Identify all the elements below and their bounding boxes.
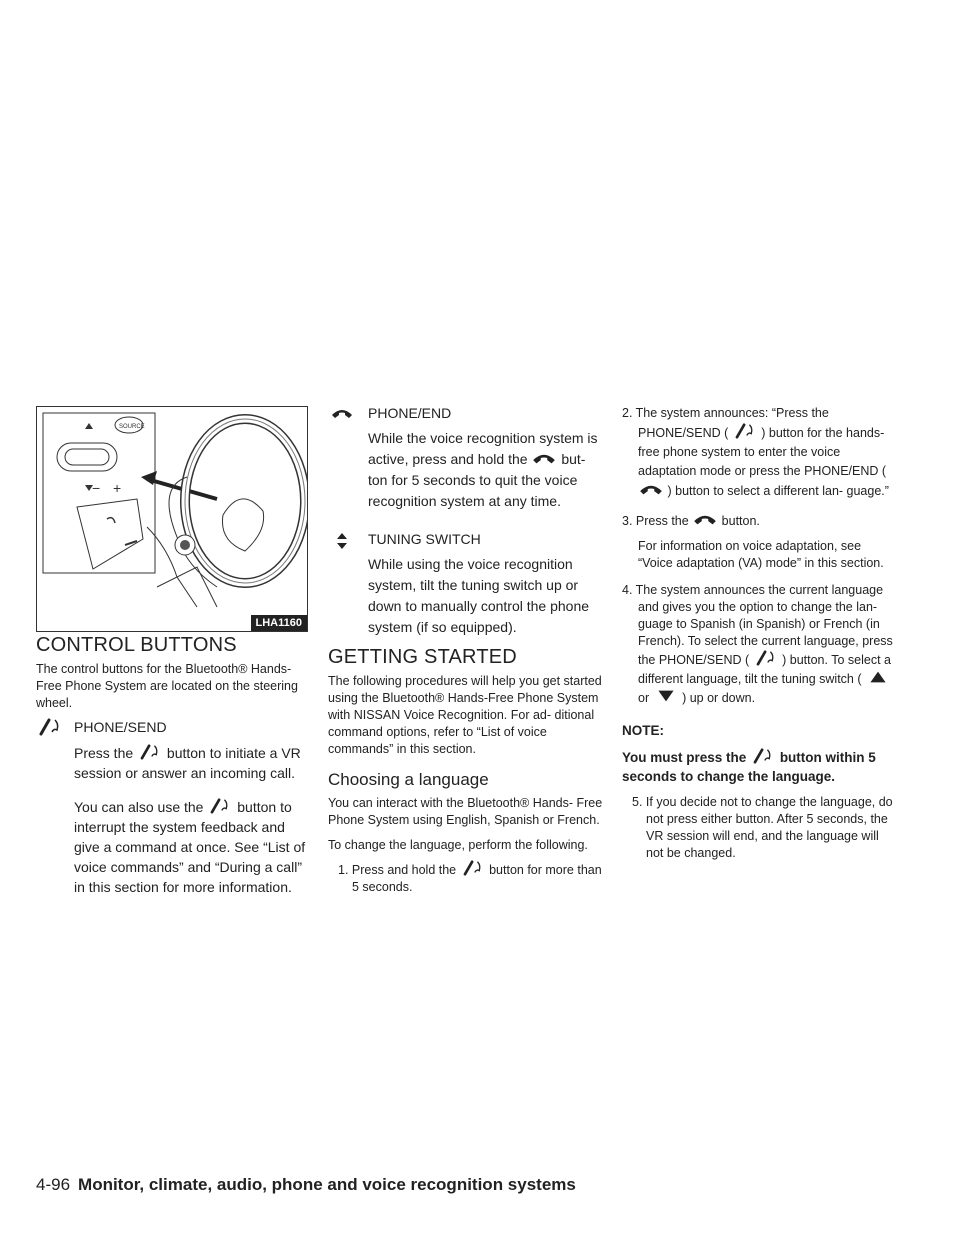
phone-end-icon bbox=[638, 481, 664, 497]
phone-send-icon bbox=[732, 423, 758, 439]
phone-end-item bbox=[328, 404, 604, 512]
phone-send-title: PHONE/SEND bbox=[74, 719, 167, 735]
tuning-up-icon bbox=[865, 669, 891, 685]
language-instructions: To change the language, perform the following. bbox=[328, 838, 588, 852]
phone-end-icon bbox=[692, 511, 718, 527]
step-4: 4. The system announces the current language and gives you the option to change the lan- guage to Spanish (in Spanish) or French (in French). To select the current language, press the PHONE/SEND ( ) button. To select a different language, tilt the tuning switch ( or ) up or down. bbox=[622, 583, 893, 705]
phone-send-icon bbox=[460, 860, 486, 876]
note-label: NOTE: bbox=[622, 723, 664, 738]
steering-wheel-figure bbox=[36, 406, 308, 632]
svg-text:SOURCE: SOURCE bbox=[119, 424, 145, 430]
phone-end-title: PHONE/END bbox=[368, 405, 452, 421]
step-2: 2. The system announces: “Press the PHONE/SEND ( ) button for the hands-free phone system to enter the voice adaptation mode or press the PHONE/END ( ) button to select a different lan- guage.” bbox=[622, 406, 889, 498]
figure-label: LHA1160 bbox=[251, 615, 307, 631]
control-buttons-section bbox=[36, 636, 308, 897]
phone-send-icon bbox=[750, 748, 776, 764]
getting-started-text: The following procedures will help you get started using the Bluetooth® Hands-Free Phone System with NISSAN Voice Recognition. For ad- ditional command options, refer to “List of voice commands” in this section. bbox=[328, 674, 602, 756]
step-1: 1. Press and hold the button for more than 5 seconds. bbox=[328, 860, 604, 896]
vol-plus: + bbox=[113, 480, 122, 496]
section-heading-getting-started: GETTING STARTED bbox=[328, 646, 517, 668]
phone-send-icon bbox=[207, 798, 233, 814]
phone-send-icon bbox=[753, 650, 779, 666]
tuning-switch-text: While using the voice recognition system, tilt the tuning switch up or down to manually control the phone system (if so equipped). bbox=[368, 556, 590, 635]
phone-send-icon bbox=[38, 718, 62, 736]
section-heading-control-buttons: CONTROL BUTTONS bbox=[36, 634, 237, 656]
page-number: 4-96 bbox=[36, 1175, 71, 1194]
phone-send-text-1: Press the button to initiate a VR session or answer an incoming call. bbox=[74, 745, 301, 781]
vol-minus: − bbox=[92, 480, 101, 496]
phone-end-text: While the voice recognition system is active, press and hold the but- ton for 5 seconds to quit the voice recognition system at any time. bbox=[368, 430, 598, 509]
chapter-title: Monitor, climate, audio, phone and voice recognition systems bbox=[78, 1175, 576, 1194]
step-3: 3. Press the button. bbox=[622, 511, 894, 530]
tuning-switch-icon bbox=[336, 532, 348, 550]
language-intro: You can interact with the Bluetooth® Hands- Free Phone System using English, Spanish or French. bbox=[328, 796, 603, 827]
tuning-switch-title: TUNING SWITCH bbox=[368, 531, 481, 547]
step-5: 5. If you decide not to change the language, do not press either button. After 5 seconds, the VR session will end, and the language will not be changed. bbox=[632, 795, 893, 860]
phone-end-icon bbox=[531, 450, 557, 466]
phone-send-text-2: You can also use the button to interrupt the system feedback and give a command at once. See “List of voice commands” and “During a call” in this section for more information. bbox=[74, 799, 306, 895]
tuning-switch-item bbox=[328, 530, 604, 638]
tuning-down-icon bbox=[653, 688, 679, 704]
control-buttons-intro: The control buttons for the Bluetooth® Hands-Free Phone System are located on the steering wheel. bbox=[36, 662, 298, 710]
page-footer bbox=[36, 1175, 576, 1195]
column-2 bbox=[328, 404, 604, 896]
steering-wheel-illustration bbox=[37, 407, 307, 631]
phone-send-item bbox=[36, 718, 308, 897]
phone-end-icon bbox=[330, 406, 354, 420]
note-text: You must press the button within 5 seconds to change the language. bbox=[622, 750, 876, 784]
column-3 bbox=[622, 404, 894, 862]
phone-send-icon bbox=[137, 744, 163, 760]
subheading-choosing-language: Choosing a language bbox=[328, 770, 489, 789]
step-3-note: For information on voice adaptation, see “Voice adaptation (VA) mode” in this section. bbox=[638, 539, 884, 570]
